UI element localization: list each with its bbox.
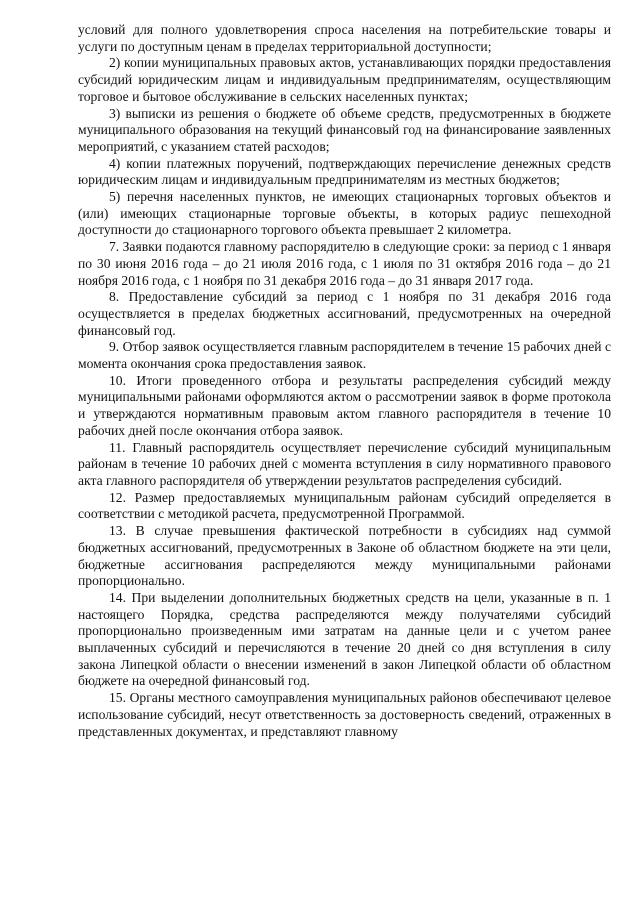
paragraph-item-4: 4) копии платежных поручений, подтверждающих перечисление денежных средств юридическим лицам и индивидуальным предпринимателям из местных бюджетов; bbox=[78, 155, 611, 188]
paragraph-clause-11: 11. Главный распорядитель осуществляет перечисление субсидий муниципальным районам в течение 10 рабочих дней с момента вступления в силу нормативного правового акта главного распорядителя об утверждении результатов распределения субсидий. bbox=[78, 439, 611, 488]
paragraph-clause-10: 10. Итоги проведенного отбора и результаты распределения субсидий между муниципальными районами оформляются актом о рассмотрении заявок в форме протокола и утверждаются нормативным правовым актом главного распорядителя в течение 10 рабочих дней после окончания отбора заявок. bbox=[78, 372, 611, 438]
document-page bbox=[78, 22, 611, 740]
paragraph-clause-8: 8. Предоставление субсидий за период с 1 ноября по 31 декабря 2016 года осуществляется в пределах бюджетных ассигнований, предусмотренных на очередной финансовый год. bbox=[78, 289, 611, 338]
paragraph-item-5: 5) перечня населенных пунктов, не имеющих стационарных торговых объектов и (или) имеющих стационарные торговые объекты, в которых радиус пешеходной доступности до стационарного торгового объекта превышает 2 километра. bbox=[78, 189, 611, 238]
paragraph-clause-9: 9. Отбор заявок осуществляется главным распорядителем в течение 15 рабочих дней с момента окончания срока предоставления заявок. bbox=[78, 339, 611, 372]
paragraph-item-2: 2) копии муниципальных правовых актов, устанавливающих порядки предоставления субсидий юридическим лицам и индивидуальным предпринимателям, осуществляющим торговое и бытовое обслуживание в сельских населенных пунктах; bbox=[78, 55, 611, 104]
paragraph-clause-15: 15. Органы местного самоуправления муниципальных районов обеспечивают целевое использование субсидий, несут ответственность за достоверность сведений, отраженных в представленных документах, и представляют главному bbox=[78, 690, 611, 739]
paragraph-clause-14: 14. При выделении дополнительных бюджетных средств на цели, указанные в п. 1 настоящего Порядка, средства распределяются между получателями субсидий пропорционально произведенным ими затратам на данные цели и с учетом ранее выплаченных субсидий и перечисляются в течение 20 дней со дня вступления в силу закона Липецкой области о внесении изменений в закон Липецкой области об областном бюджете на очередной финансовый год. bbox=[78, 589, 611, 689]
paragraph-continuation: условий для полного удовлетворения спроса населения на потребительские товары и услуги по доступным ценам в пределах территориальной доступности; bbox=[78, 22, 611, 54]
paragraph-item-3: 3) выписки из решения о бюджете об объеме средств, предусмотренных в бюджете муниципального образования на текущий финансовый год на финансирование заявленных мероприятий, с указанием статей расходов; bbox=[78, 105, 611, 154]
paragraph-clause-12: 12. Размер предоставляемых муниципальным районам субсидий определяется в соответствии с методикой расчета, предусмотренной Программой. bbox=[78, 489, 611, 522]
paragraph-clause-13: 13. В случае превышения фактической потребности в субсидиях над суммой бюджетных ассигнований, предусмотренных в Законе об областном бюджете на эти цели, бюджетные ассигнования распределяются между муниципальными районами пропорционально. bbox=[78, 523, 611, 589]
paragraph-clause-7: 7. Заявки подаются главному распорядителю в следующие сроки: за период с 1 января по 30 июня 2016 года – до 21 июля 2016 года, с 1 июля по 31 октября 2016 года – до 21 ноября 2016 года, с 1 ноября по 31 декабря 2016 года – до 31 января 2017 года. bbox=[78, 239, 611, 288]
